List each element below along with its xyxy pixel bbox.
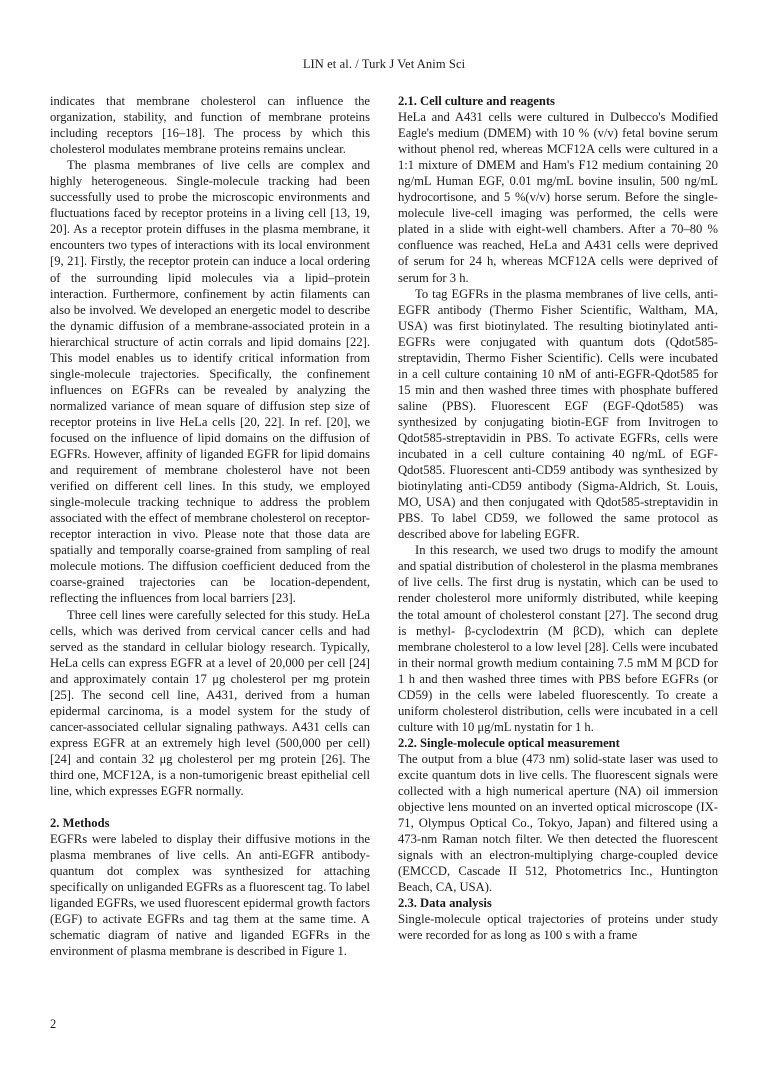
paragraph: indicates that membrane cholesterol can influence the organization, stability, and function of membrane proteins including receptors [16–18]. The process by which this cholesterol modulates membrane proteins remains unclear. [50, 94, 370, 157]
page-number: 2 [50, 1017, 57, 1031]
paragraph: The plasma membranes of live cells are complex and highly heterogeneous. Single-molecule tracking had been successfully used to probe the microscopic environments and fluctuations faced by receptor proteins in a living cell [13, 19, 20]. As a receptor protein diffuses in the plasma membrane, it encounters two types of interactions with its local environment [9, 21]. Firstly, the receptor protein can induce a local ordering of the surrounding lipid molecules via a lipid–protein interaction. Furthermore, confinement by actin filaments can also be involved. We developed an energetic model to describe the dynamic diffusion of a membrane-associated protein in a hierarchical structure of actin corrals and lipid domains [22]. This model enables us to identify critical information from single-molecule trajectories. Specifically, the confinement influences on EGFRs can be revealed by analyzing the normalized variance of mean square of diffusion step size of receptor proteins in live HeLa cells [20, 22]. In ref. [20], we focused on the influence of lipid domains on the diffusion of EGFRs. However, affinity of liganded EGFR for lipid domains and requirement of membrane cholesterol have not been verified on different cell lines. In this study, we employed single-molecule tracking technique to address the problem associated with the effect of membrane cholesterol on receptor-receptor interaction in vivo. Please note that those data are spatially and temporally coarse-grained from sampling of real molecule motions. The diffusion coefficient deduced from the coarse-grained trajectories can be location-dependent, reflecting the influences from local barriers [23]. [50, 158, 370, 606]
paragraph: Three cell lines were carefully selected for this study. HeLa cells, which was derived from cervical cancer cells and had served as the standard in cellular biology research. Typically, HeLa cells can express EGFR at a level of 20,000 per cell [24] and approximately contain 17 μg cholesterol per mg protein [25]. The second cell line, A431, derived from a human epidermal carcinoma, is a model system for the study of cancer-associated cellular signaling pathways. A431 cells can express EGFR at an extremely high level (500,000 per cell) [24] and contain 32 μg cholesterol per mg protein [26]. The third one, MCF12A, is a non-tumorigenic breast epithelial cell line, which expresses EGFR normally. [50, 607, 370, 799]
paragraph: HeLa and A431 cells were cultured in Dulbecco's Modified Eagle's medium (DMEM) with 10 % (v/v) fetal bovine serum without phenol red, whereas MCF12A cells were cultured in a 1:1 mixture of DMEM and Ham's F12 medium containing 20 ng/mL Human EGF, 0.01 mg/mL bovine insulin, 500 ng/mL hydrocortisone, and 5 %(v/v) horse serum. Before the single-molecule live-cell imaging was performed, the cells were plated in a slide with eight-well chambers. After a 70–80 % confluence was reached, HeLa and A431 cells were deprived of serum for 24 h, whereas MCF12A cells were deprived of serum for 3 h. [398, 110, 718, 285]
paragraph: In this research, we used two drugs to modify the amount and spatial distribution of cholesterol in the plasma membranes of live cells. The first drug is nystatin, which can be used to render cholesterol more uniformly distributed, while keeping the total amount of cholesterol constant [27]. The second drug is methyl- β-cyclodextrin (M βCD), which can deplete membrane cholesterol to a low level [28]. Cells were incubated in their normal growth medium containing 7.5 mM M βCD for 1 h and then washed three times with PBS before EGFRs (or CD59) in the cells were labeled fluorescently. To create a uniform cholesterol distribution, cells were incubated in a cell culture with 10 μg/mL nystatin for 1 h. [398, 543, 718, 734]
paragraph: EGFRs were labeled to display their diffusive motions in the plasma membranes of live cells. An anti-EGFR antibody-quantum dot complex was synthesized for attaching specifically on unliganded EGFRs as a fluorescent tag. To label liganded EGFRs, we used fluorescent epidermal growth factors (EGF) to activate EGFRs and tag them at the same time. A schematic diagram of native and liganded EGFRs in the environment of plasma membrane is described in Figure 1. [50, 832, 370, 959]
section-heading-methods: 2. Methods [50, 816, 110, 831]
subsection-heading-cell-culture: 2.1. Cell culture and reagents [398, 94, 555, 108]
paragraph: Single-molecule optical trajectories of proteins under study were recorded for as long as 100 s with a frame [398, 912, 718, 943]
subsection-heading-data-analysis: 2.3. Data analysis [398, 896, 492, 911]
right-column [398, 93, 718, 943]
paragraph: The output from a blue (473 nm) solid-state laser was used to excite quantum dots in live cells. The fluorescent signals were collected with a high numerical aperture (NA) oil immersion objective lens mounted on an inverted optical microscope (IX-71, Olympus Optical Co., Tokyo, Japan) and filtered using a 473-nm Raman notch filter. We then detected the fluorescent signals with an electron-multiplying charge-coupled device (EMCCD, Cascade II 512, Photometrics Inc., Huntington Beach, CA, USA). [398, 751, 718, 895]
subsection-heading-optical-measurement: 2.2. Single-molecule optical measurement [398, 735, 620, 750]
paragraph: To tag EGFRs in the plasma membranes of live cells, anti-EGFR antibody (Thermo Fisher Scientific, Waltham, MA, USA) was first biotinylated. The resulting biotinylated anti-EGFRs were conjugated with quantum dots (Qdot585-streptavidin, Thermo Fisher Scientific). Cells were incubated in a cell culture containing 10 nM of anti-EGFR-Qdot585 for 15 min and then washed three times with phosphate buffered saline (PBS). Fluorescent EGF (EGF-Qdot585) was synthesized by conjugating biotin-EGF from Invitrogen to Qdot585-streptavidin in PBS. To activate EGFRs, cells were incubated in a cell culture containing 40 ng/mL of EGF-Qdot585. Fluorescent anti-CD59 antibody was synthesized by biotinylating anti-CD59 antibody (Sigma-Aldrich, St. Louis, MO, USA) and then conjugated with Qdot585-streptavidin in PBS. To label CD59, we followed the same protocol as described above for labeling EGFR. [398, 286, 718, 542]
left-column [50, 93, 370, 959]
running-head: LIN et al. / Turk J Vet Anim Sci [302, 57, 466, 71]
